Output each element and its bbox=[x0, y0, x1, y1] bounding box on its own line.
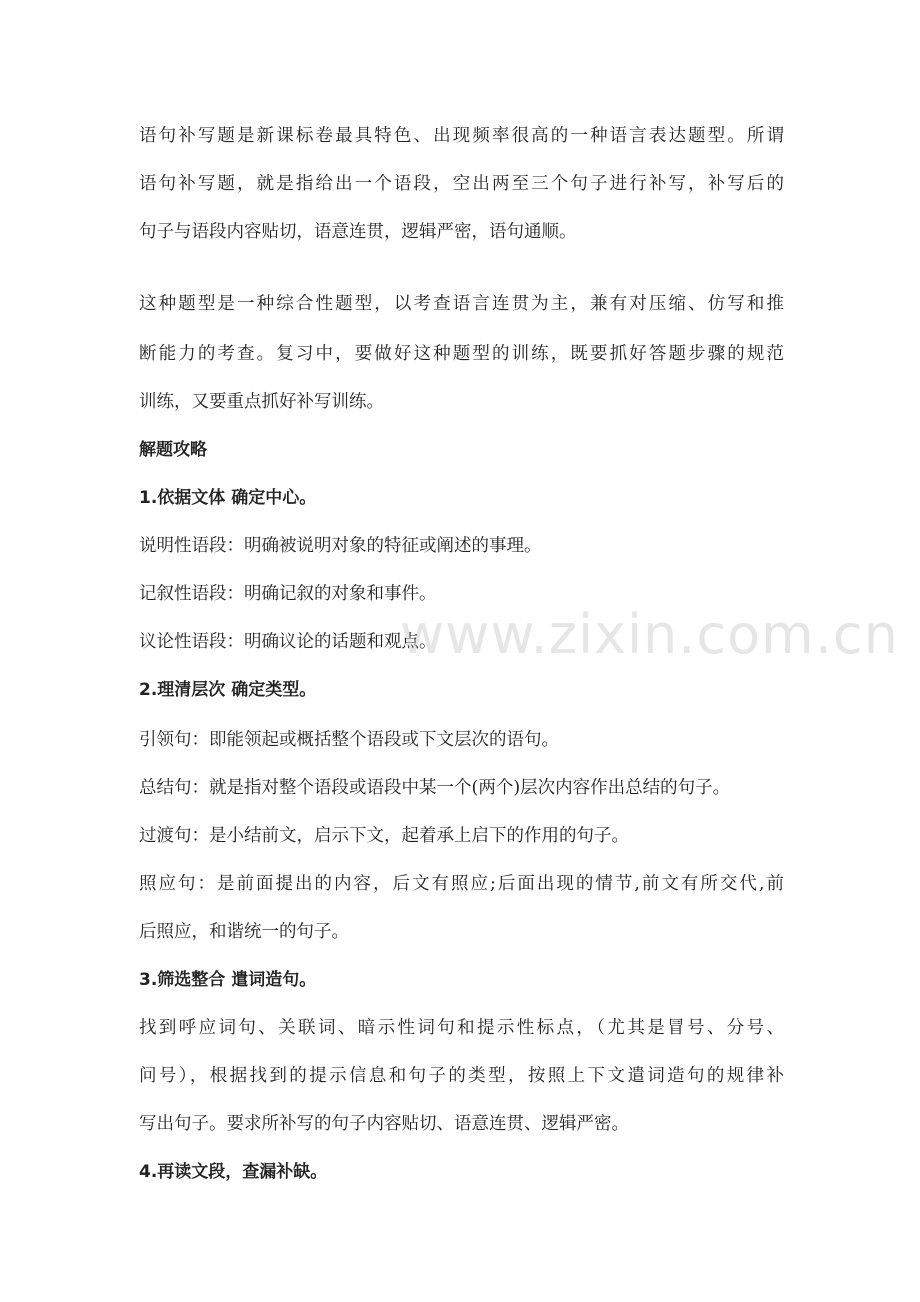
step-2-line-4: 照应句：是前面提出的内容，后文有照应;后面出现的情节,前文有所交代,前 bbox=[139, 874, 784, 894]
step-1-line-1: 说明性语段：明确被说明对象的特征或阐述的事理。 bbox=[139, 536, 542, 556]
step-3-line-3: 写出句子。要求所补写的句子内容贴切、语意连贯、逻辑严密。 bbox=[139, 1114, 629, 1134]
step-2-line-5: 后照应，和谐统一的句子。 bbox=[139, 922, 349, 942]
section-title: 解题攻略 bbox=[139, 440, 207, 460]
step-3-heading: 3.筛选整合 遣词造句。 bbox=[139, 970, 317, 990]
step-2-line-3: 过渡句：是小结前文，启示下文，起着承上启下的作用的句子。 bbox=[139, 826, 629, 846]
paragraph-1-line-3: 句子与语段内容贴切，语意连贯，逻辑严密，语句通顺。 bbox=[139, 222, 577, 242]
step-2-line-1: 引领句：即能领起或概括整个语段或下文层次的语句。 bbox=[139, 730, 559, 750]
paragraph-2-line-3: 训练，又要重点抓好补写训练。 bbox=[139, 392, 384, 412]
step-1-line-3: 议论性语段：明确议论的话题和观点。 bbox=[139, 632, 437, 652]
paragraph-1-line-2: 语句补写题，就是指给出一个语段，空出两至三个句子进行补写，补写后的 bbox=[139, 174, 784, 194]
paragraph-2-line-1: 这种题型是一种综合性题型，以考查语言连贯为主，兼有对压缩、仿写和推 bbox=[139, 294, 784, 314]
step-3-line-2: 问号），根据找到的提示信息和句子的类型，按照上下文遣词造句的规律补 bbox=[139, 1066, 784, 1086]
step-2-line-2: 总结句：就是指对整个语段或语段中某一个(两个)层次内容作出总结的句子。 bbox=[139, 778, 731, 798]
step-1-line-2: 记叙性语段：明确记叙的对象和事件。 bbox=[139, 584, 437, 604]
step-2-heading: 2.理清层次 确定类型。 bbox=[139, 680, 317, 700]
step-1-heading: 1.依据文体 确定中心。 bbox=[139, 488, 317, 508]
paragraph-1-line-1: 语句补写题是新课标卷最具特色、出现频率很高的一种语言表达题型。所谓 bbox=[139, 126, 784, 146]
step-4-heading: 4.再读文段，查漏补缺。 bbox=[139, 1162, 328, 1182]
paragraph-2-line-2: 断能力的考查。复习中，要做好这种题型的训练，既要抓好答题步骤的规范 bbox=[139, 344, 784, 364]
step-3-line-1: 找到呼应词句、关联词、暗示性词句和提示性标点，（尤其是冒号、分号、 bbox=[139, 1018, 784, 1038]
watermark: www.zixin.com.cn bbox=[400, 603, 899, 666]
